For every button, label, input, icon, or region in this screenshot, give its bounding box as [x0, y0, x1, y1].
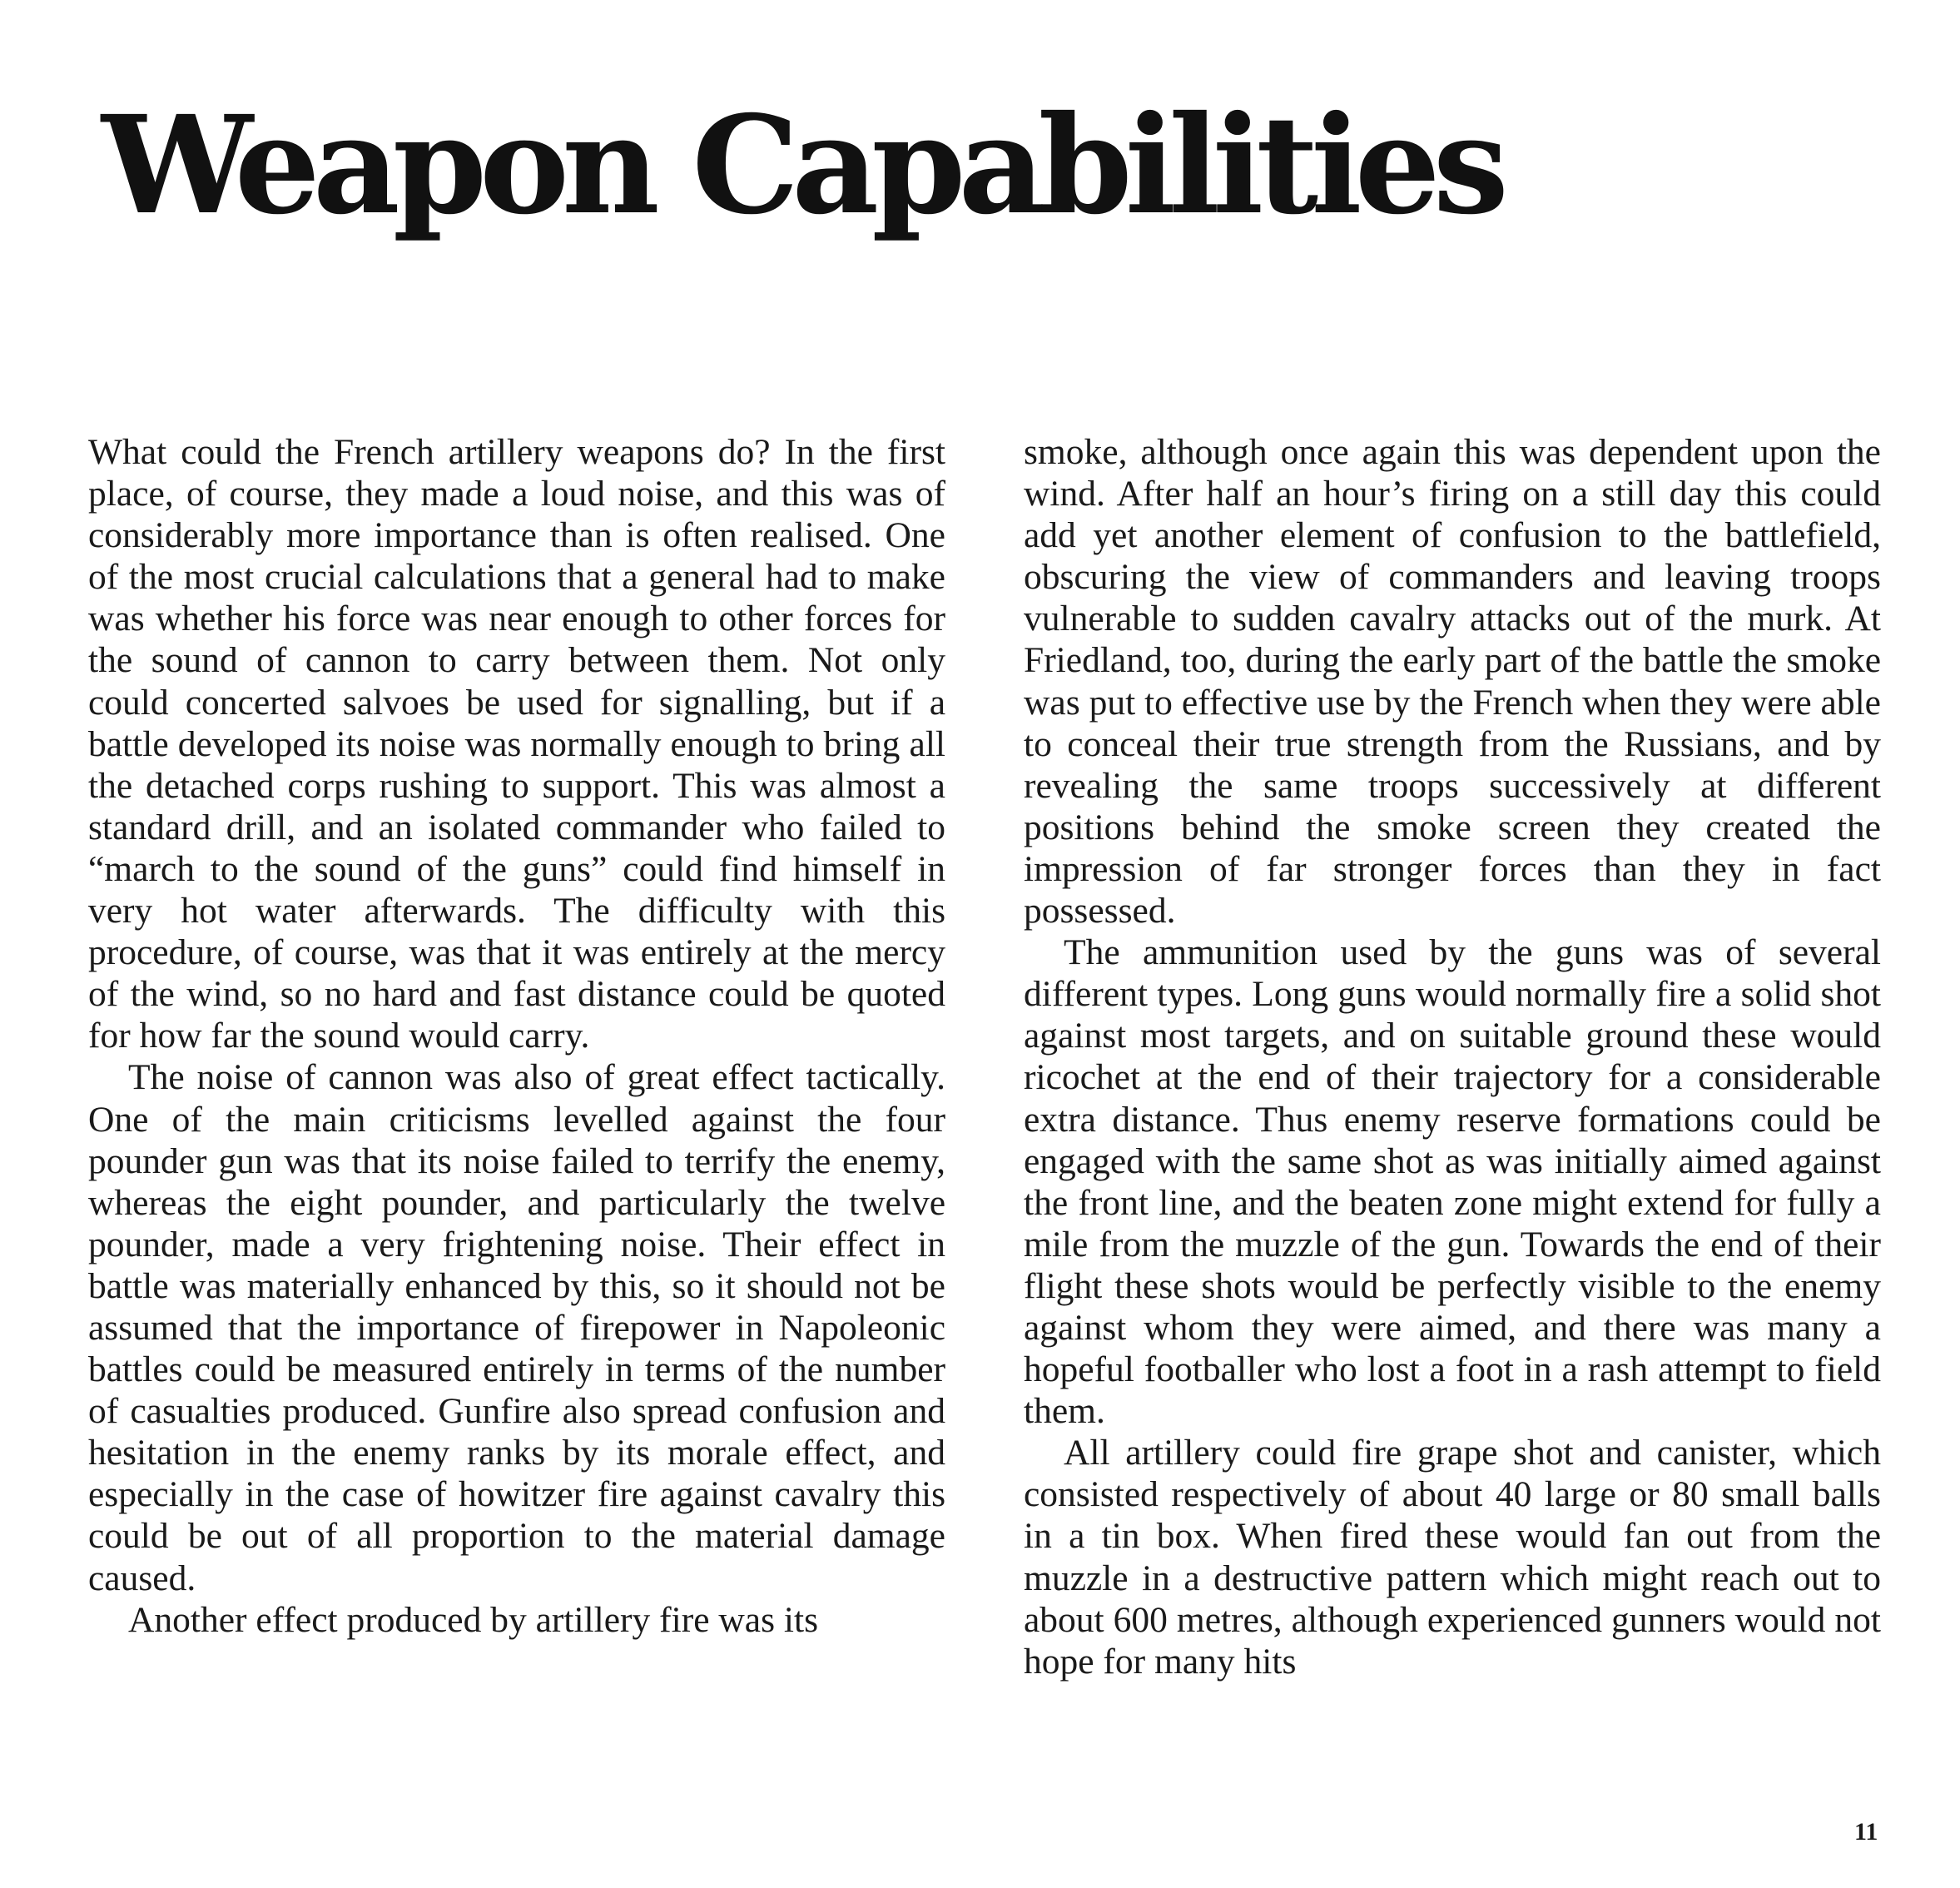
text-column-left: [88, 431, 945, 1641]
text-column-right: [1024, 431, 1881, 1682]
page-title: Weapon Capabilities: [102, 87, 1501, 245]
paragraph-noise-tactical-effect: The noise of cannon was also of great effect tactically. One of the main criticisms levelled against the four pounder gun was that its noise failed to terrify the enemy, whereas the eight pounder, and particularly the twelve pounder, made a very frightening noise. Their effect in battle was materially enhanced by this, so it should not be assumed that the importance of firepower in Napoleonic battles could be measured entirely in terms of the number of casualties produced. Gunfire also spread confusion and hesitation in the enemy ranks by its morale effect, and especially in the case of howitzer fire against cavalry this could be out of all proportion to the material damage caused.: [88, 1057, 945, 1598]
paragraph-smoke-effect-start: Another effect produced by artillery fire was its: [128, 1599, 819, 1640]
paragraph-smoke-effect-continued: smoke, although once again this was dependent upon the wind. After half an hour’s firing on a still day this could add yet another element of confusion to the battlefield, obscuring the view of commanders and leaving troops vulnerable to sudden cavalry attacks out of the murk. At Friedland, too, during the early part of the battle the smoke was put to effective use by the French when they were able to conceal their true strength from the Russians, and by revealing the same troops successively at different positions behind the smoke screen they created the impression of far stronger forces than they in fact possessed.: [1024, 432, 1881, 932]
paragraph-grape-and-canister: All artillery could fire grape shot and canister, which consisted respectively of about 40 large or 80 small balls in a tin box. When fired these would fan out from the muzzle in a destructive pattern which might reach out to about 600 metres, although experienced gunners would not hope for many hits: [1024, 1433, 1881, 1682]
paragraph-artillery-noise: What could the French artillery weapons do? In the first place, of course, they made a loud noise, and this was of considerably more importance than is often realised. One of the most crucial calculations that a general had to make was whether his force was near enough to other forces for the sound of cannon to carry between them. Not only could concerted salvoes be used for signalling, but if a battle developed its noise was normally enough to bring all the detached corps rushing to support. This was almost a standard drill, and an isolated commander who failed to “march to the sound of the guns” could find himself in very hot water afterwards. The difficulty with this procedure, of course, was that it was entirely at the mercy of the wind, so no hard and fast distance could be quoted for how far the sound would carry.: [88, 432, 945, 1056]
paragraph-ammunition-types: The ammunition used by the guns was of several different types. Long guns would normally fire a solid shot against most targets, and on suitable ground these would ricochet at the end of their trajectory for a considerable extra distance. Thus enemy reserve formations could be engaged with the same shot as was initially aimed against the front line, and the beaten zone might extend for fully a mile from the muzzle of the gun. Towards the end of their flight these shots would be perfectly visible to the enemy against whom they were aimed, and there was many a hopeful footballer who lost a foot in a rash attempt to field them.: [1024, 932, 1881, 1432]
page-number: 11: [1854, 1818, 1878, 1846]
